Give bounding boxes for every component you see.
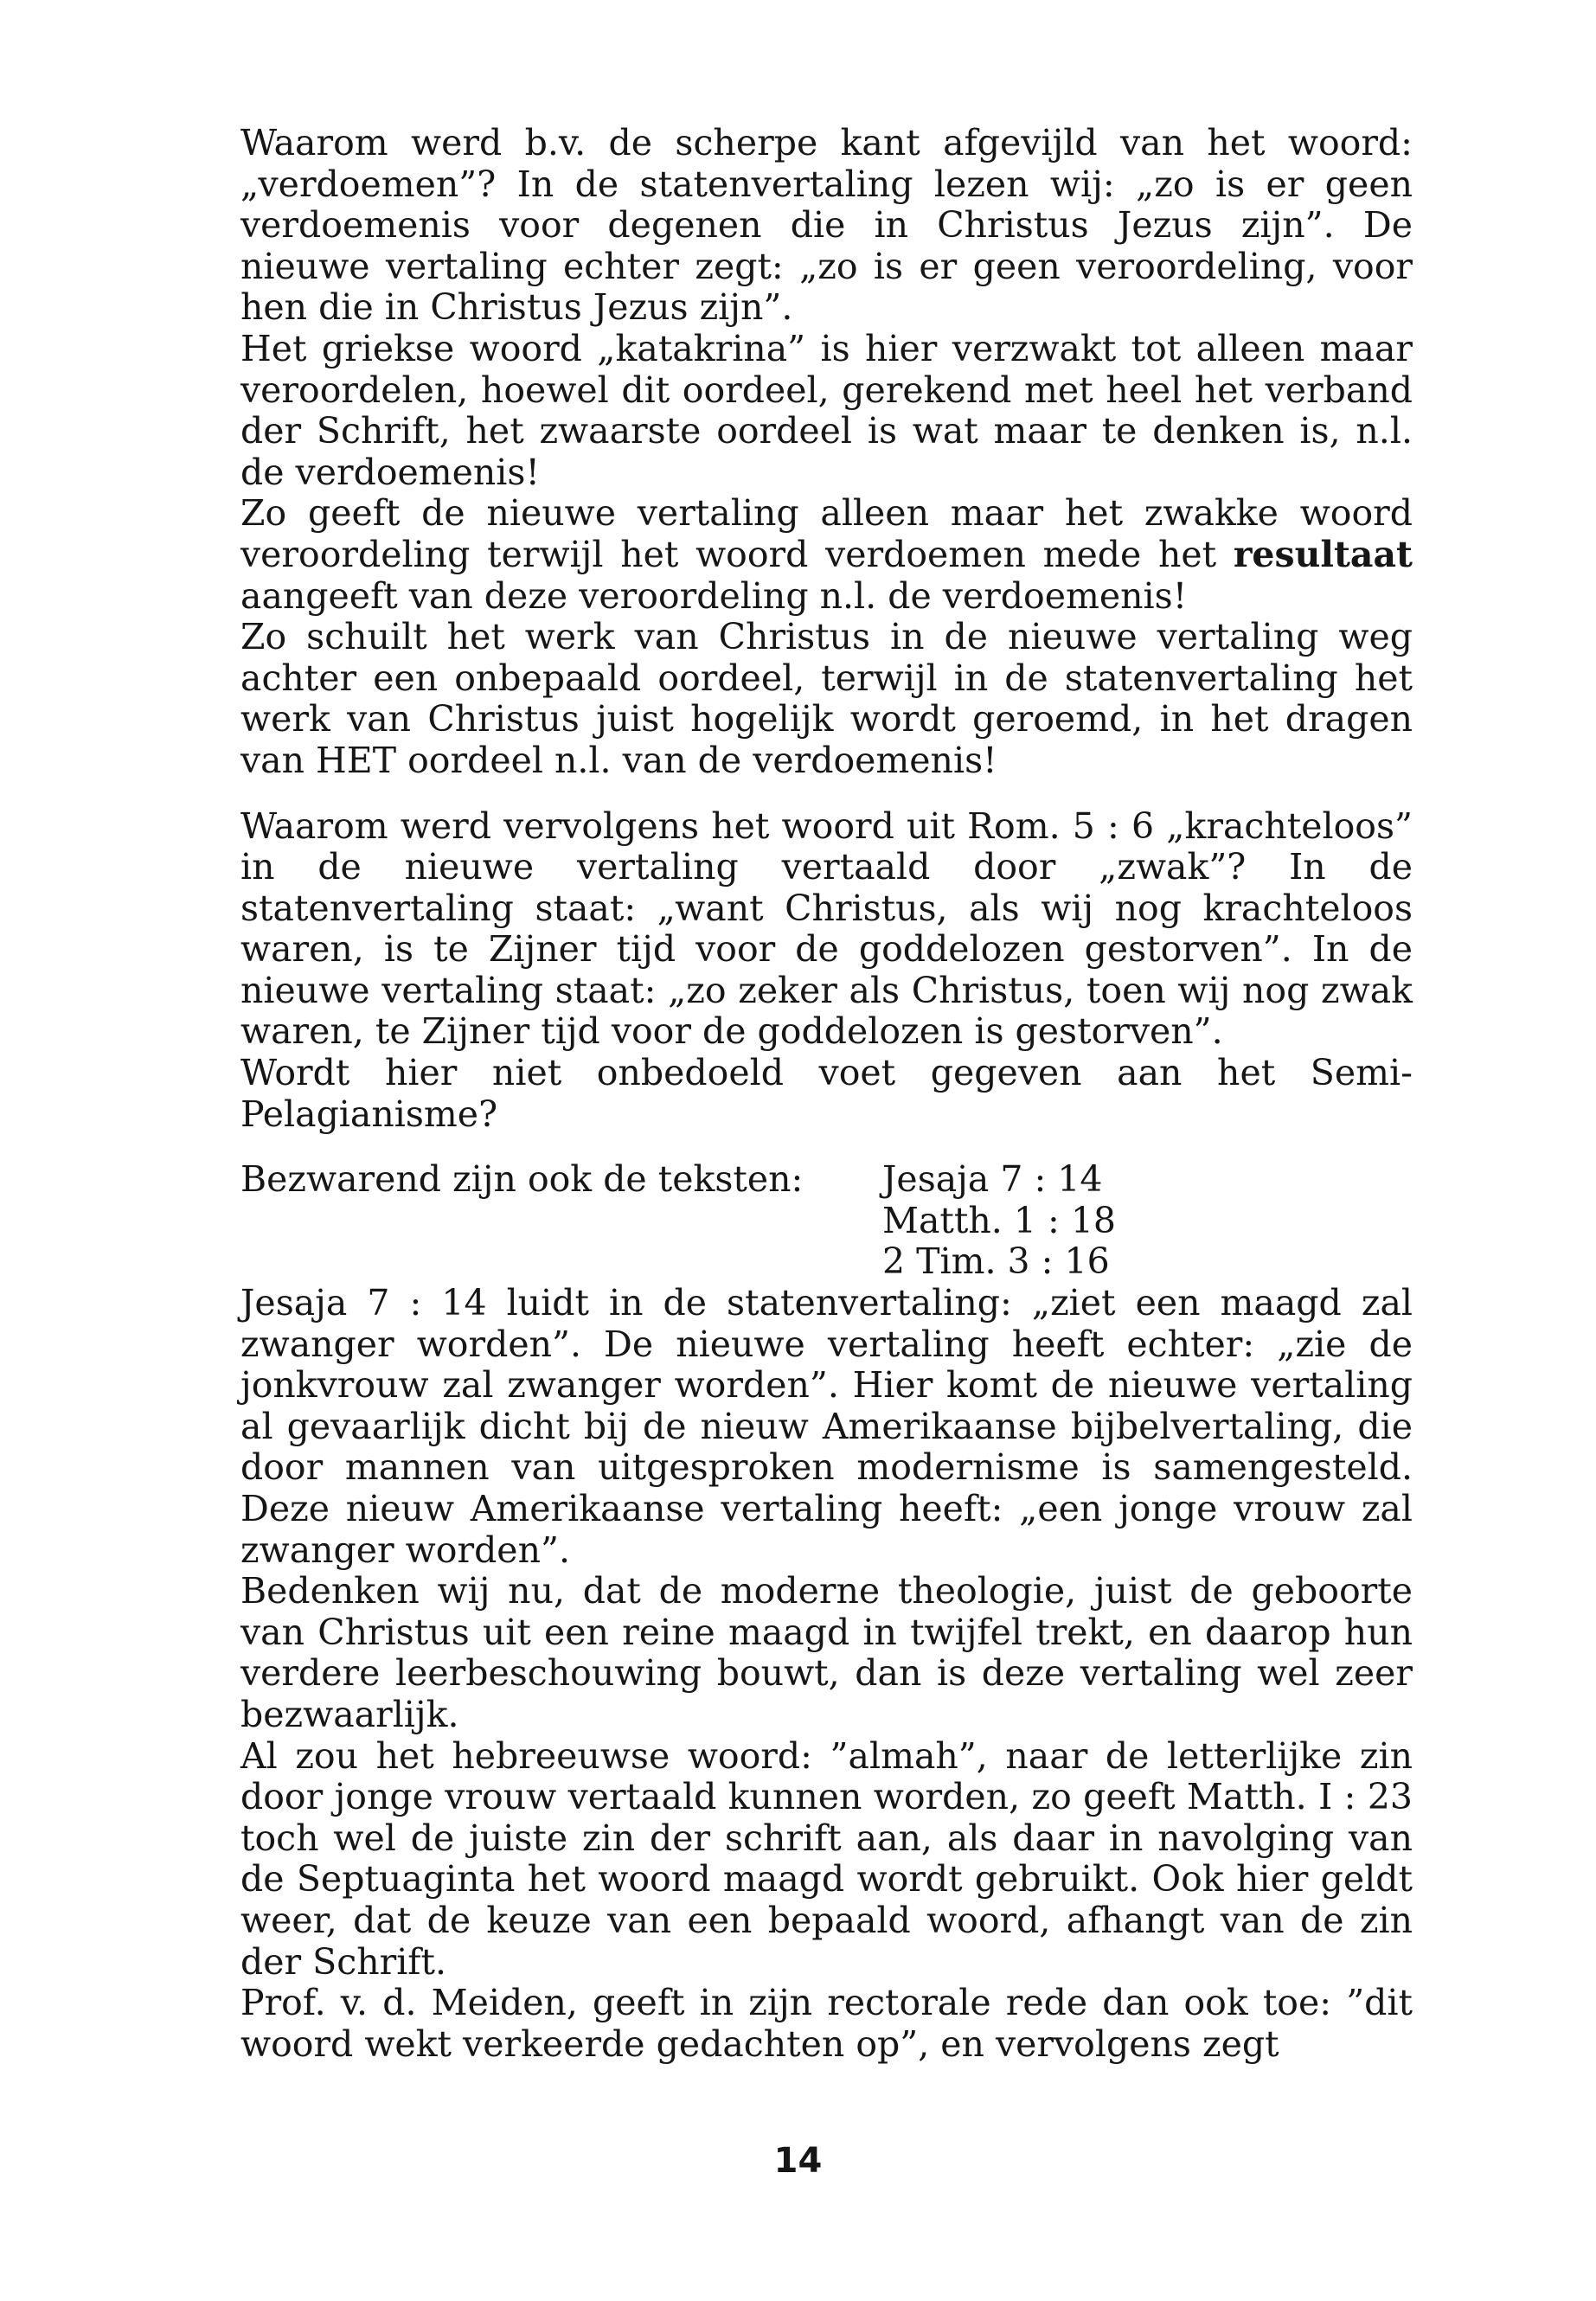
paragraph-semi-pelagianisme: Wordt hier niet onbedoeld voet gegeven aan het Semi-Pelagianisme? <box>240 1052 1413 1135</box>
paragraph-resultaat-after: aangeeft van deze veroordeling n.l. de verdoemenis! <box>240 574 1188 617</box>
emphasis-resultaat: resultaat <box>1233 533 1413 575</box>
reference-row <box>240 1159 1413 1201</box>
page-number: 14 <box>773 2141 823 2181</box>
reference-row <box>240 1241 1413 1283</box>
reference-spacer <box>240 1241 882 1283</box>
paragraph-moderne-theologie: Bedenken wij nu, dat de moderne theologie, juist de geboorte van Christus uit een reine maagd in twijfel trekt, en daarop hun verdere leerbeschouwing bouwt, dan is deze vertaling wel zeer bezwaarlijk. <box>240 1570 1413 1735</box>
paragraph-prof-meiden: Prof. v. d. Meiden, geeft in zijn rectorale rede dan ook toe: ”dit woord wekt verkeerde gedachten op”, en vervolgens zegt <box>240 1982 1413 2065</box>
paragraph-katakrina: Het griekse woord „katakrina” is hier verzwakt tot alleen maar veroordelen, hoewel dit oordeel, gerekend met heel het verband der Schrift, het zwaarste oordeel is wat maar te denken is, n.l. de verdoemenis! <box>240 327 1413 493</box>
reference-spacer <box>240 1201 882 1242</box>
scripture-references <box>240 1159 1413 1283</box>
references-lead: Bezwarend zijn ook de teksten: <box>240 1158 804 1201</box>
paragraph-resultaat-before: Zo geeft de nieuwe vertaling alleen maar het zwakke woord veroordeling terwijl het woord verdoemen mede het <box>240 492 1413 575</box>
reference-jesaja: Jesaja 7 : 14 <box>882 1158 1103 1201</box>
paragraph-krachteloos: Waarom werd vervolgens het woord uit Rom. 5 : 6 „krachteloos” in de nieuwe vertaling vertaald door „zwak”? In de statenvertaling staat: „want Christus, als wij nog krachteloos waren, is te Zijner tijd voor de goddelozen gestorven”. In de nieuwe vertaling staat: „zo zeker als Christus, toen wij nog zwak waren, te Zijner tijd voor de goddelozen is gestorven”. <box>240 804 1413 1053</box>
paragraph-jesaja: Jesaja 7 : 14 luidt in de statenvertaling: „ziet een maagd zal zwanger worden”. De nieuwe vertaling heeft echter: „zie de jonkvrouw zal zwanger worden”. Hier komt de nieuwe vertaling al gevaarlijk dicht bij de nieuw Amerikaanse bijbelvertaling, die door mannen van uitgesproken modernisme is samengesteld. Deze nieuw Amerikaanse vertaling heeft: „een jonge vrouw zal zwanger worden”. <box>240 1282 1413 1571</box>
paragraph-werk-van-christus: Zo schuilt het werk van Christus in de nieuwe vertaling weg achter een onbepaald oordeel, terwijl in de statenvertaling het werk van Christus juist hogelijk wordt geroemd, in het dragen van HET oordeel n.l. van de verdoemenis! <box>240 616 1413 781</box>
reference-timotheus: 2 Tim. 3 : 16 <box>882 1240 1110 1283</box>
page-body <box>240 123 1413 2065</box>
paragraph-verdoemen: Waarom werd b.v. de scherpe kant afgevijld van het woord: „verdoemen”? In de statenvertaling lezen wij: „zo is er geen verdoemenis voor degenen die in Christus Jezus zijn”. De nieuwe vertaling echter zegt: „zo is er geen veroordeling, voor hen die in Christus Jezus zijn”. <box>240 122 1413 329</box>
paragraph-resultaat <box>240 493 1413 617</box>
reference-row <box>240 1201 1413 1242</box>
reference-matth: Matth. 1 : 18 <box>882 1199 1116 1241</box>
paragraph-almah: Al zou het hebreeuwse woord: ”almah”, naar de letterlijke zin door jonge vrouw vertaald kunnen worden, zo geeft Matth. I : 23 toch wel de juiste zin der schrift aan, als daar in navolging van de Septuaginta het woord maagd wordt gebruikt. Ook hier geldt weer, dat de keuze van een bepaald woord, afhangt van de zin der Schrift. <box>240 1734 1413 1983</box>
